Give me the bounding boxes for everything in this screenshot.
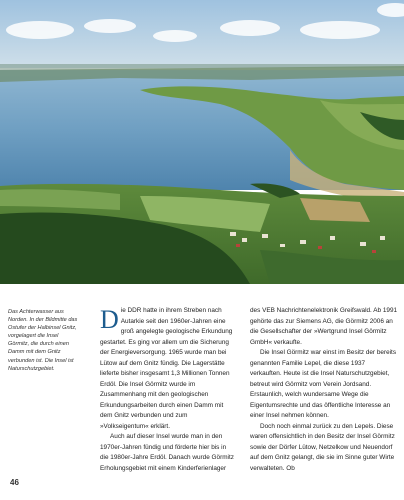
text-column-left [100, 306, 236, 474]
paragraph-text: ie DDR hatte in ihrem Streben nach Autarkie seit den 1960er-Jahren eine groß angelegte geologische Erkundung gestartet. Es ging vor allem um die Sicherung der Energieversorgung. 1965 wurde man bei Lütow auf dem Gnitz fündig. Die Lagerstätte lieferte bisher insgesamt 1,3 Millionen Tonnen Erdöl. Die Insel Görmitz wurde im Zusammenhang mit den geologischen Erkundungsarbeiten durch einen Damm mit dem Gnitz verbunden und zum »Volkseigentum« erklärt. [100, 307, 233, 430]
paragraph [100, 306, 236, 432]
paragraph: Die Insel Görmitz war einst im Besitz der bereits genannten Familie Lepel, die diese 1937 verkauften. Heute ist die Insel Naturschutzgebiet, betreut wird Görmitz vom Verein Jordsand. Erstaunlich, welch wundersame Wege die Eigentumsrechte und das öffentliche Interesse an einer Insel nehmen können. [250, 349, 397, 419]
text-column-right [250, 306, 398, 474]
drop-cap: D [100, 305, 119, 334]
photo-caption [8, 308, 80, 373]
paragraph: Auch auf dieser Insel wurde man in den 1970er-Jahren fündig und förderte hier bis in die 1980er-Jahre Erdöl. Danach wurde Görmitz Erholungsgebiet mit einem Kinderferienlager [100, 433, 234, 472]
caption-text: Das Achterwasser aus Norden. In der Bildmitte das Ostufer der Halbinsel Gnitz, vorgelagert die Insel Görmitz, die durch einen Damm mit dem Gnitz verbunden ist. Die Insel ist Naturschutzgebiet. [8, 309, 78, 372]
paragraph: des VEB Nachrichtenelektronik Greifswald. Ab 1991 gehörte das zur Siemens AG, die Görmitz 2006 an die Gesellschafter der »Wertgrund Insel Görmitz GmbH« verkaufte. [250, 307, 398, 346]
paragraph: Doch noch einmal zurück zu den Lepels. Diese waren offensichtlich in den Besitz der Insel Görmitz sowie der Dörfer Lütow, Netzelkow und Neuendorf auf dem Gnitz gelangt, die sie im Sinne guter Wirte verwalteten. Ob [250, 422, 395, 472]
page-number: 46 [10, 478, 19, 487]
